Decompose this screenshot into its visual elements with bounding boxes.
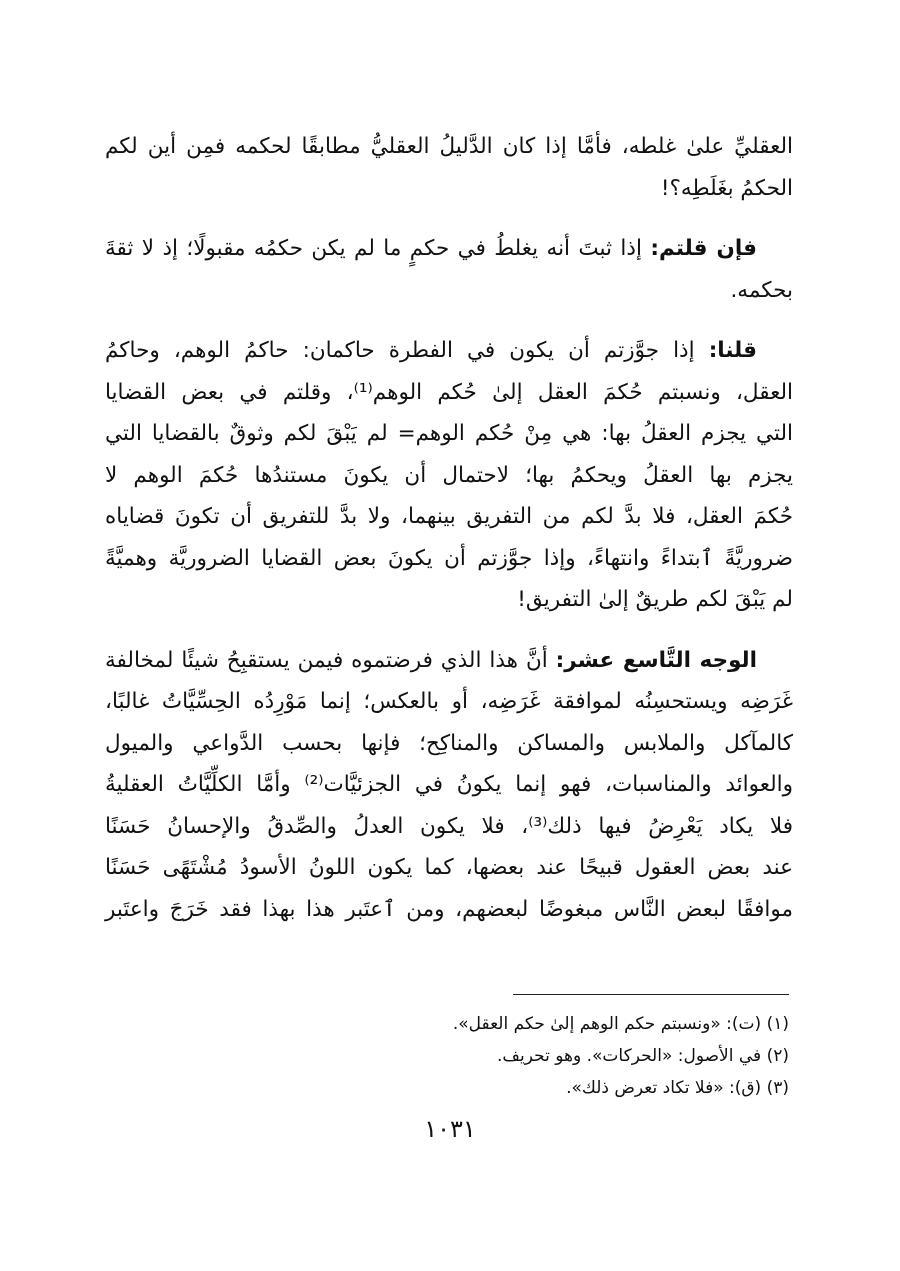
text-line: ضروريَّةً ٱبتداءً وانتهاءً، وإذا جوَّزتم أن يكونَ بعض القضايا الضروريَّة وهميَّةً [105,545,793,571]
text-line [105,640,793,682]
text-line: فلا يكاد يَعْرِضُ فيها ذلك⁽³⁾، فلا يكون العدلُ والصِّدقُ والإحسانُ حَسَنًا [105,813,794,839]
lead-in: الوجه التَّاسع عشر: [555,647,757,673]
text-line: لم يَبْقَ لكم طريقٌ إلىٰ التفريق! [517,587,793,612]
footnote: (٢) في الأصول: «الحركات». وهو تحريف. [497,1046,789,1066]
paragraph [105,640,793,931]
text-span: إذا جوَّزتم أن يكون في الفطرة حاكمان: حاكمُ الوهم، وحاكمُ [105,338,709,363]
main-text [105,126,793,949]
paragraph [105,126,793,209]
text-span: إذا ثبتَ أنه يغلطُ في حكمٍ ما لم يكن حكمُه مقبولًا؛ إذ لا ثقةَ [105,236,651,261]
text-line: موافقًا لبعض النَّاس مبغوضًا لبعضهم، ومن ٱعتَبر هذا بهذا فقد خَرَجَ واعتَبر [105,896,793,922]
text-line: عند بعض العقول قبيحًا عند بعضها، كما يكون اللونُ الأسودُ مُشْتَهًى حَسَنًا [105,855,793,880]
text-line: والعوائد والمناسبات، فهو إنما يكونُ في الجزئيَّات⁽²⁾ وأمَّا الكلِّيَّاتُ العقليةُ [105,772,794,797]
paragraph [105,228,793,311]
text-line: حُكمَ العقل، فلا بدَّ لكم من التفريق بينهما، ولا بدَّ للتفريق أن تكونَ قضاياه [105,504,793,529]
text-span: أنَّ هذا الذي فرضتموه فيمن يستقبِحُ شيئًا لمخالفة [105,647,556,673]
text-line: العقل، ونسبتم حُكمَ العقل إلىٰ حُكم الوهم⁽¹⁾، وقلتم في بعض القضايا [105,379,793,405]
text-line: الحكمُ بغَلَطِه؟! [660,175,793,201]
text-line: كالمآكل والملابس والمساكن والمناكِح؛ فإنها بحسب الدَّواعي والميول [105,730,793,756]
text-line: التي يجزم العقلُ بها: هي مِنْ حُكم الوهم= لم يَبْقَ لكم وثوقٌ بالقضايا التي [105,421,793,446]
text-line: العقليِّ علىٰ غلطه، فأمَّا إذا كان الدَّليلُ العقليُّ مطابقًا لحكمه فمِن أين لكم [105,134,793,159]
text-line [105,228,793,270]
footnote: (٣) (ق): «فلا تكاد تعرض ذلك». [566,1078,789,1098]
page-number: ١٠٣١ [424,1115,476,1143]
lead-in: قلنا: [708,338,757,363]
footnotes [350,1008,789,1104]
text-line: غَرَضِه ويستحسِنُه لموافقة غَرَضِه، أو بالعكس؛ إنما مَوْرِدُه الحِسِّيَّاتُ غالبًا، [105,689,793,714]
footnote: (١) (ت): «ونسبتم حكم الوهم إلىٰ حكم العقل». [452,1014,789,1034]
text-line [105,330,793,372]
paragraph [105,330,793,621]
lead-in: فإن قلتم: [650,236,758,261]
text-line: يجزم بها العقلُ ويحكمُ بها؛ لاحتمال أن يكونَ مستندُها حُكمَ الوهم لا [105,462,793,488]
footnote-separator [513,994,789,995]
text-line: بحكمه. [730,277,793,303]
